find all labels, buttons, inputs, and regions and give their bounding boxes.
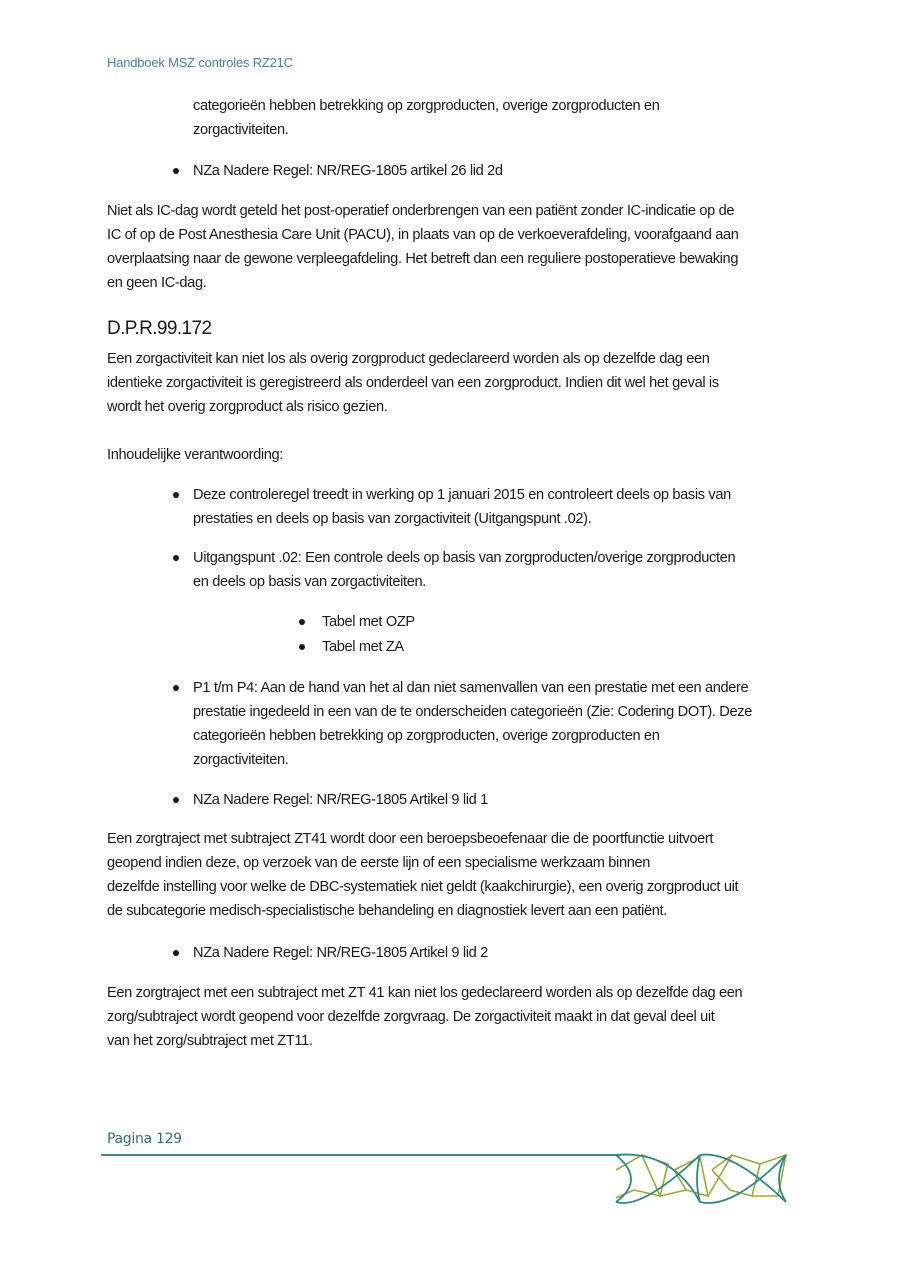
bullet-icon [173, 555, 179, 561]
bullet-icon [173, 492, 179, 498]
footer-divider [101, 1154, 621, 1156]
olive-zigzag-pattern [616, 1155, 786, 1198]
bullet-icon [173, 685, 179, 691]
sub-bullet: Tabel met OZP [322, 614, 415, 630]
text-line: van het zorg/subtraject met ZT11. [107, 1033, 313, 1049]
text-line: en deels op basis van zorgactiviteiten. [193, 574, 426, 590]
text-line: zorg/subtraject wordt geopend voor dezelfde zorgvraag. De zorgactiviteit maakt in dat geval deel uit [107, 1009, 715, 1025]
bullet-nza-9-2: NZa Nadere Regel: NR/REG-1805 Artikel 9 lid 2 [193, 945, 488, 961]
text-line: categorieën hebben betrekking op zorgproducten, overige zorgproducten en [193, 98, 660, 114]
text-line: wordt het overig zorgproduct als risico gezien. [107, 399, 388, 415]
text-line: prestaties en deels op basis van zorgactiviteit (Uitgangspunt .02). [193, 511, 592, 527]
text-line: Uitgangspunt .02: Een controle deels op basis van zorgproducten/overige zorgproducten [193, 550, 736, 566]
text-line: Niet als IC-dag wordt geteld het post-operatief onderbrengen van een patiënt zonder IC-indicatie op de [107, 203, 735, 219]
text-line: dezelfde instelling voor welke de DBC-systematiek niet geldt (kaakchirurgie), een overig zorgproduct uit [107, 879, 739, 895]
bullet-icon [173, 797, 179, 803]
bullet-icon [299, 619, 305, 625]
text-line: zorgactiviteiten. [193, 122, 289, 138]
decorative-arc-pattern-logo [612, 1150, 792, 1205]
text-line: identieke zorgactiviteit is geregistreerd als onderdeel van een zorgproduct. Indien dit wel het geval is [107, 375, 719, 391]
text-line: en geen IC-dag. [107, 275, 207, 291]
text-line: Een zorgtraject met subtraject ZT41 wordt door een beroepsbeoefenaar die de poortfunctie uitvoert [107, 831, 714, 847]
text-line: Een zorgtraject met een subtraject met ZT 41 kan niet los gedeclareerd worden als op dezelfde dag een [107, 985, 743, 1001]
running-header: Handboek MSZ controles RZ21C [107, 55, 293, 70]
text-line: Deze controleregel treedt in werking op 1 januari 2015 en controleert deels op basis van [193, 487, 731, 503]
bullet-nza-9-1: NZa Nadere Regel: NR/REG-1805 Artikel 9 lid 1 [193, 792, 488, 808]
page-number: Pagina 129 [107, 1131, 182, 1147]
text-line: overplaatsing naar de gewone verpleegafdeling. Het betreft dan een reguliere postoperatieve bewaking [107, 251, 739, 267]
text-line: de subcategorie medisch-specialistische behandeling en diagnostiek levert aan een patiënt. [107, 903, 667, 919]
section-heading: D.P.R.99.172 [107, 318, 212, 339]
text-line: IC of op de Post Anesthesia Care Unit (PACU), in plaats van op de verkoeverafdeling, voorafgaand aan [107, 227, 739, 243]
text-line: Een zorgactiviteit kan niet los als overig zorgproduct gedeclareerd worden als op dezelfde dag een [107, 351, 710, 367]
bullet-icon [173, 168, 179, 174]
text-line: geopend indien deze, op verzoek van de eerste lijn of een specialisme werkzaam binnen [107, 855, 651, 871]
bullet-nza-26: NZa Nadere Regel: NR/REG-1805 artikel 26 lid 2d [193, 163, 503, 179]
text-line: prestatie ingedeeld in een van de te onderscheiden categorieën (Zie: Codering DOT). Deze [193, 704, 752, 720]
text-line: categorieën hebben betrekking op zorgproducten, overige zorgproducten en [193, 728, 660, 744]
sub-bullet: Tabel met ZA [322, 639, 404, 655]
text-line: zorgactiviteiten. [193, 752, 289, 768]
justification-label: Inhoudelijke verantwoording: [107, 447, 283, 463]
bullet-icon [299, 644, 305, 650]
text-line: P1 t/m P4: Aan de hand van het al dan niet samenvallen van een prestatie met een andere [193, 680, 749, 696]
bullet-icon [173, 950, 179, 956]
